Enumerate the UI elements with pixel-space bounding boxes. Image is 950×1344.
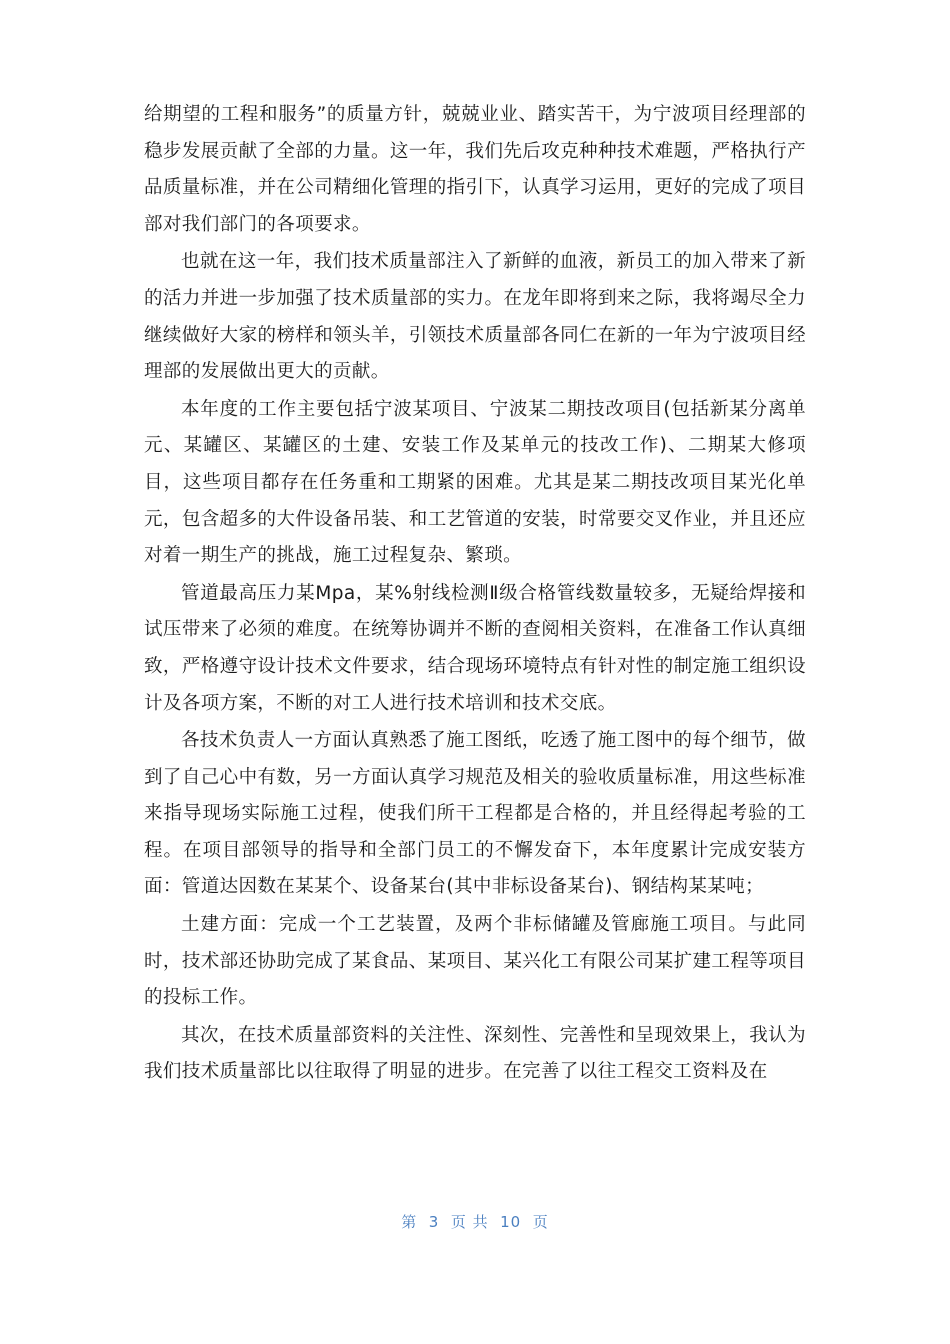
paragraph-7: 其次，在技术质量部资料的关注性、深刻性、完善性和呈现效果上，我认为我们技术质量部比以往取得了明显的进步。在完善了以往工程交工资料及在 [144, 1024, 806, 1083]
paragraph-2: 也就在这一年，我们技术质量部注入了新鲜的血液，新员工的加入带来了新的活力并进一步加强了技术质量部的实力。在龙年即将到来之际，我将竭尽全力继续做好大家的榜样和领头羊，引领技术质量部各同仁在新的一年为宁波项目经理部的发展做出更大的贡献。 [144, 251, 806, 383]
paragraph-6: 土建方面：完成一个工艺装置，及两个非标储罐及管廊施工项目。与此同时，技术部还协助完成了某食品、某项目、某兴化工有限公司某扩建工程等项目的投标工作。 [144, 914, 806, 1009]
paragraph-5: 各技术负责人一方面认真熟悉了施工图纸，吃透了施工图中的每个细节，做到了自己心中有数，另一方面认真学习规范及相关的验收质量标准，用这些标准来指导现场实际施工过程，使我们所干工程都是合格的，并且经得起考验的工程。在项目部领导的指导和全部门员工的不懈发奋下，本年度累计完成安装方面：管道达因数在某某个、设备某台(其中非标设备某台)、钢结构某某吨； [144, 730, 806, 898]
paragraph-3: 本年度的工作主要包括宁波某项目、宁波某二期技改项目(包括新某分离单元、某罐区、某罐区的土建、安装工作及某单元的技改工作)、二期某大修项目，这些项目都存在任务重和工期紧的困难。尤其是某二期技改项目某光化单元，包含超多的大件设备吊装、和工艺管道的安装，时常要交叉作业，并且还应对着一期生产的挑战，施工过程复杂、繁琐。 [144, 398, 806, 567]
document-body [144, 97, 806, 1092]
paragraph-4: 管道最高压力某Mpa，某%射线检测Ⅱ级合格管线数量较多，无疑给焊接和试压带来了必须的难度。在统筹协调并不断的查阅相关资料，在准备工作认真细致，严格遵守设计技术文件要求，结合现场环境特点有针对性的制定施工组织设计及各项方案，不断的对工人进行技术培训和技术交底。 [144, 582, 806, 714]
page-number-footer: 第 3 页 共 10 页 [401, 1213, 549, 1231]
paragraph-1: 给期望的工程和服务”的质量方针，兢兢业业、踏实苦干，为宁波项目经理部的稳步发展贡献了全部的力量。这一年，我们先后攻克种种技术难题，严格执行产品质量标准，并在公司精细化管理的指引下，认真学习运用，更好的完成了项目部对我们部门的各项要求。 [144, 104, 806, 235]
